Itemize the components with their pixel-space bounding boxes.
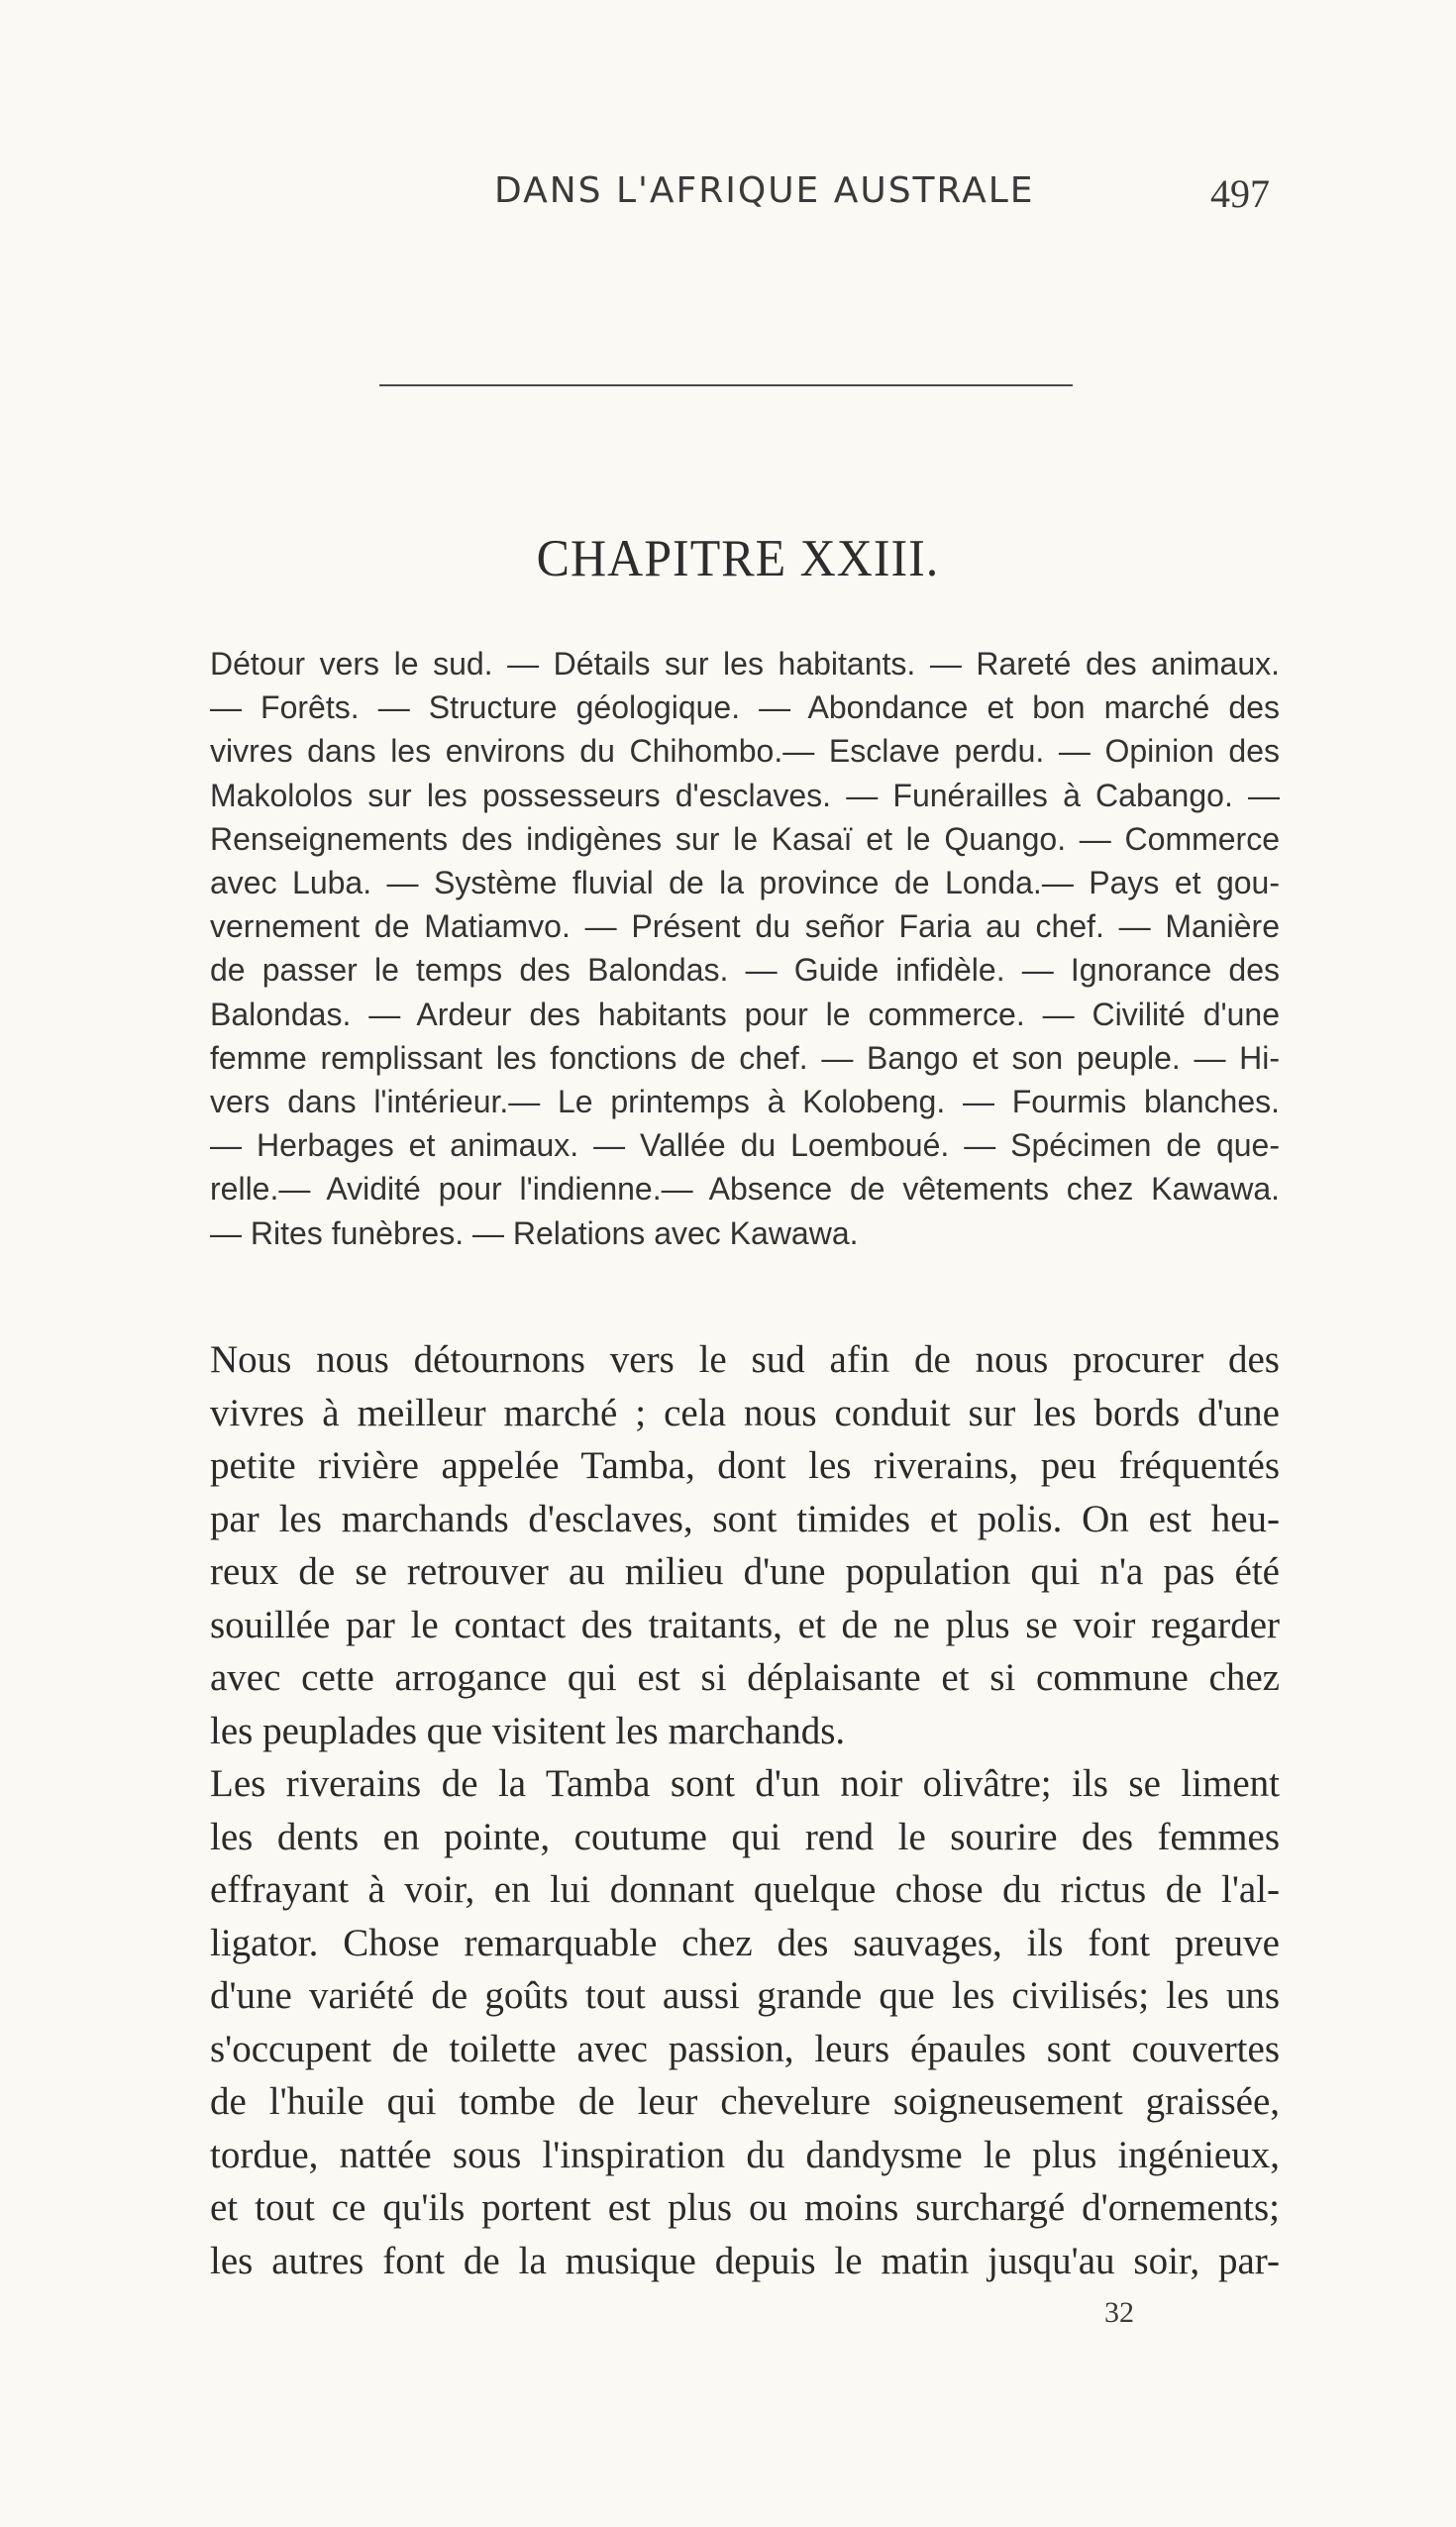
body-line: les dents en pointe, coutume qui rend le sourire des femmes	[210, 1815, 1280, 1858]
body-line: avec cette arrogance qui est si déplaisante et si commune chez	[210, 1656, 1280, 1699]
running-head: DANS L'AFRIQUE AUSTRALE	[494, 170, 1035, 211]
body-line: de l'huile qui tombe de leur chevelure soigneusement graissée,	[210, 2080, 1280, 2123]
body-text	[210, 1333, 1280, 2287]
summary-line: vivres dans les environs du Chihombo.— Esclave perdu. — Opinion des	[210, 733, 1280, 770]
body-line: Les riverains de la Tamba sont d'un noir olivâtre; ils se liment	[210, 1762, 1280, 1805]
summary-line: de passer le temps des Balondas. — Guide infidèle. — Ignorance des	[210, 952, 1280, 989]
chapter-title: CHAPITRE XXIII.	[536, 528, 940, 587]
chapter-summary	[210, 642, 1280, 1255]
body-line: reux de se retrouver au milieu d'une population qui n'a pas été	[210, 1550, 1280, 1593]
body-line: effrayant à voir, en lui donnant quelque chose du rictus de l'al-	[210, 1868, 1280, 1911]
body-line: vivres à meilleur marché ; cela nous conduit sur les bords d'une	[210, 1391, 1280, 1434]
body-line: les autres font de la musique depuis le matin jusqu'au soir, par-	[210, 2239, 1280, 2282]
summary-line: vers dans l'intérieur.— Le printemps à Kolobeng. — Fourmis blanches.	[210, 1084, 1280, 1120]
summary-line: vernement de Matiamvo. — Présent du señor Faria au chef. — Manière	[210, 908, 1280, 945]
body-line: Nous nous détournons vers le sud afin de nous procurer des	[210, 1338, 1280, 1381]
body-line: les peuplades que visitent les marchands.	[210, 1709, 846, 1752]
page-number: 497	[1210, 171, 1270, 216]
summary-line: Makololos sur les possesseurs d'esclaves. — Funérailles à Cabango. —	[210, 777, 1280, 813]
summary-line: femme remplissant les fonctions de chef. — Bango et son peuple. — Hi-	[210, 1039, 1280, 1076]
body-line: souillée par le contact des traitants, et de ne plus se voir regarder	[210, 1603, 1280, 1646]
summary-line: Détour vers le sud. — Détails sur les habitants. — Rareté des animaux.	[210, 646, 1280, 682]
body-line: petite rivière appelée Tamba, dont les riverains, peu fréquentés	[210, 1444, 1280, 1487]
summary-line: — Rites funèbres. — Relations avec Kawawa.	[210, 1214, 859, 1251]
summary-line: Balondas. — Ardeur des habitants pour le commerce. — Civilité d'une	[210, 996, 1280, 1032]
body-line: ligator. Chose remarquable chez des sauvages, ils font preuve	[210, 1921, 1280, 1964]
body-line: d'une variété de goûts tout aussi grande que les civilisés; les uns	[210, 1974, 1280, 2017]
summary-line: — Forêts. — Structure géologique. — Abondance et bon marché des	[210, 689, 1280, 726]
chapter-rule	[379, 384, 1073, 386]
summary-line: avec Luba. — Système fluvial de la province de Londa.— Pays et gou-	[210, 865, 1280, 901]
summary-line: Renseignements des indigènes sur le Kasaï et le Quango. — Commerce	[210, 820, 1280, 857]
body-line: et tout ce qu'ils portent est plus ou moins surchargé d'ornements;	[210, 2186, 1280, 2229]
signature-mark: 32	[1104, 2296, 1134, 2329]
body-line: s'occupent de toilette avec passion, leurs épaules sont couvertes	[210, 2027, 1280, 2070]
summary-line: relle.— Avidité pour l'indienne.— Absence de vêtements chez Kawawa.	[210, 1171, 1280, 1208]
body-line: tordue, nattée sous l'inspiration du dandysme le plus ingénieux,	[210, 2133, 1280, 2176]
body-line: par les marchands d'esclaves, sont timides et polis. On est heu-	[210, 1497, 1280, 1540]
summary-line: — Herbages et animaux. — Vallée du Loemboué. — Spécimen de que-	[210, 1127, 1280, 1164]
